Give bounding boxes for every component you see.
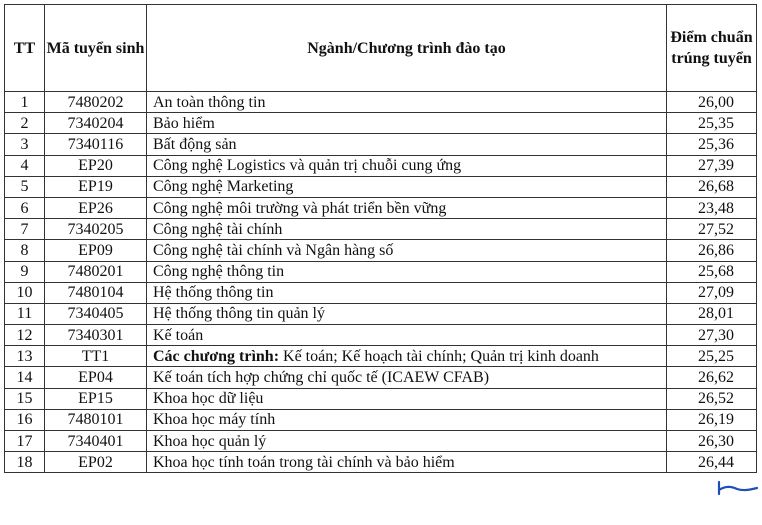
cutoff-score: 25,36: [667, 134, 757, 155]
table-row: [5, 431, 757, 452]
row-number: 2: [5, 113, 45, 134]
row-number: 3: [5, 134, 45, 155]
row-number: 17: [5, 431, 45, 452]
program-code: TT1: [45, 346, 147, 367]
program-code: 7340116: [45, 134, 147, 155]
table-row: [5, 388, 757, 409]
cutoff-score: 26,19: [667, 409, 757, 430]
program-code: 7340205: [45, 219, 147, 240]
row-number: 1: [5, 92, 45, 113]
program-name: [147, 240, 667, 261]
table-row: [5, 325, 757, 346]
header-program: Ngành/Chương trình đào tạo: [147, 5, 667, 92]
program-name-text: Khoa học máy tính: [153, 411, 276, 429]
row-number: 14: [5, 367, 45, 388]
program-name: [147, 134, 667, 155]
program-code: EP15: [45, 388, 147, 409]
program-name: [147, 388, 667, 409]
program-name-text: Công nghệ Marketing: [153, 178, 294, 196]
cutoff-score: 25,35: [667, 113, 757, 134]
cutoff-score: 25,68: [667, 261, 757, 282]
table-row: [5, 409, 757, 430]
program-code: 7480202: [45, 92, 147, 113]
cutoff-score: 26,00: [667, 92, 757, 113]
program-name-text: Khoa học dữ liệu: [153, 390, 264, 408]
row-number: 4: [5, 155, 45, 176]
cutoff-score: 26,68: [667, 176, 757, 197]
cutoff-score: 27,09: [667, 282, 757, 303]
row-number: 13: [5, 346, 45, 367]
program-name: [147, 261, 667, 282]
program-name-text: Công nghệ Logistics và quản trị chuỗi cung ứng: [153, 157, 462, 175]
program-code: EP26: [45, 197, 147, 218]
program-name-text: Bảo hiểm: [153, 114, 215, 132]
program-name: [147, 155, 667, 176]
program-name-text: Khoa học quản lý: [153, 432, 267, 450]
row-number: 16: [5, 409, 45, 430]
program-code: 7480101: [45, 409, 147, 430]
program-group-prefix: Các chương trình:: [153, 347, 280, 365]
cutoff-score: 27,39: [667, 155, 757, 176]
program-name: [147, 409, 667, 430]
header-score: Điểm chuẩn trúng tuyển: [667, 5, 757, 92]
row-number: 11: [5, 303, 45, 324]
program-name: [147, 113, 667, 134]
table-row: [5, 261, 757, 282]
program-code: 7480104: [45, 282, 147, 303]
program-name-text: Kế toán tích hợp chứng chỉ quốc tế (ICAEW CFAB): [153, 369, 490, 387]
row-number: 10: [5, 282, 45, 303]
table-row: [5, 240, 757, 261]
program-name: [147, 282, 667, 303]
program-code: 7340405: [45, 303, 147, 324]
program-name-text: Công nghệ môi trường và phát triển bền vững: [153, 199, 447, 217]
program-code: EP19: [45, 176, 147, 197]
cutoff-score: 27,30: [667, 325, 757, 346]
table-row: [5, 113, 757, 134]
program-name-text: Kế toán: [153, 326, 204, 344]
signature-mark: [715, 478, 759, 500]
program-code: 7340301: [45, 325, 147, 346]
cutoff-score: 26,44: [667, 452, 757, 473]
program-code: 7480201: [45, 261, 147, 282]
cutoff-score: 26,86: [667, 240, 757, 261]
row-number: 12: [5, 325, 45, 346]
table-row: [5, 197, 757, 218]
program-name-text: Bất động sản: [153, 135, 237, 153]
cutoff-score: 26,62: [667, 367, 757, 388]
program-name: [147, 219, 667, 240]
program-name: [147, 346, 667, 367]
cutoff-score: 26,30: [667, 431, 757, 452]
program-name: [147, 303, 667, 324]
cutoff-score: 28,01: [667, 303, 757, 324]
program-code: EP20: [45, 155, 147, 176]
row-number: 9: [5, 261, 45, 282]
program-name-text: Công nghệ thông tin: [153, 263, 285, 281]
program-code: EP04: [45, 367, 147, 388]
program-name-text: Hệ thống thông tin: [153, 284, 274, 302]
table-row: [5, 346, 757, 367]
program-name-text: Công nghệ tài chính và Ngân hàng số: [153, 241, 394, 259]
row-number: 5: [5, 176, 45, 197]
program-code: 7340401: [45, 431, 147, 452]
program-name: [147, 452, 667, 473]
program-name-text: Khoa học tính toán trong tài chính và bảo hiểm: [153, 453, 455, 471]
program-name: [147, 431, 667, 452]
header-tt: TT: [5, 5, 45, 92]
program-code: EP09: [45, 240, 147, 261]
table-row: [5, 92, 757, 113]
program-name-text: Hệ thống thông tin quản lý: [153, 305, 325, 323]
table-row: [5, 452, 757, 473]
program-name: [147, 367, 667, 388]
table-row: [5, 134, 757, 155]
table-row: [5, 219, 757, 240]
cutoff-score: 27,52: [667, 219, 757, 240]
program-name: [147, 325, 667, 346]
row-number: 18: [5, 452, 45, 473]
cutoff-score: 23,48: [667, 197, 757, 218]
row-number: 8: [5, 240, 45, 261]
table-row: [5, 155, 757, 176]
admission-score-table: [4, 4, 757, 473]
program-name: [147, 176, 667, 197]
program-code: 7340204: [45, 113, 147, 134]
row-number: 15: [5, 388, 45, 409]
table-row: [5, 303, 757, 324]
program-name: [147, 197, 667, 218]
program-name: [147, 92, 667, 113]
program-code: EP02: [45, 452, 147, 473]
cutoff-score: 25,25: [667, 346, 757, 367]
row-number: 6: [5, 197, 45, 218]
table-row: [5, 176, 757, 197]
program-name-text: Kế toán; Kế hoạch tài chính; Quản trị kinh doanh: [279, 347, 599, 365]
program-name-text: An toàn thông tin: [153, 93, 266, 111]
cutoff-score: 26,52: [667, 388, 757, 409]
row-number: 7: [5, 219, 45, 240]
program-name-text: Công nghệ tài chính: [153, 220, 283, 238]
header-code: Mã tuyển sinh: [45, 5, 147, 92]
table-row: [5, 282, 757, 303]
table-row: [5, 367, 757, 388]
header-row: [5, 5, 757, 92]
